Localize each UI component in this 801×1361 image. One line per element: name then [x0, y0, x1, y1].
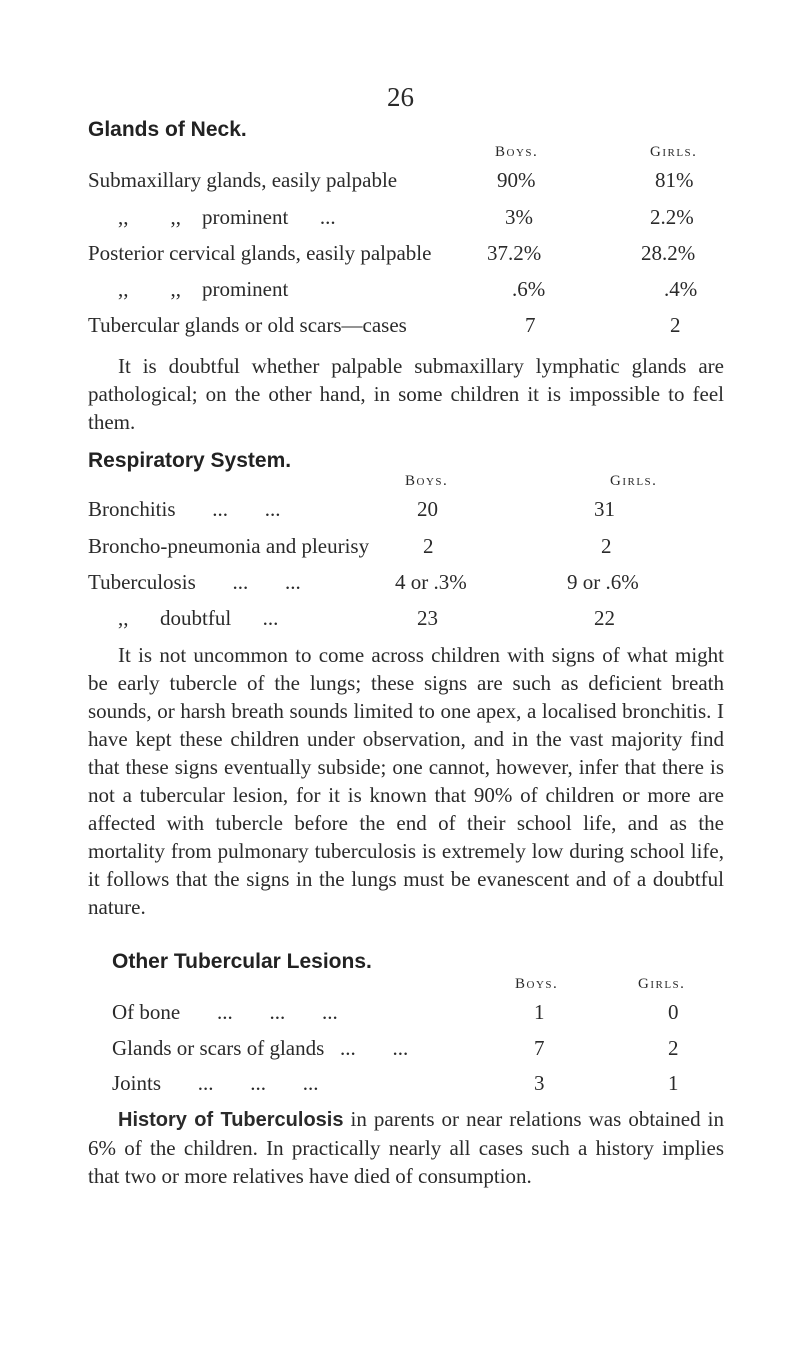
row-boys: 7 [534, 1036, 545, 1060]
row-boys: 4 or .3% [395, 570, 467, 594]
row-girls: .4% [664, 277, 698, 301]
row-girls: 28.2% [641, 241, 696, 265]
paragraph-lymphatic [88, 352, 724, 436]
paragraph-history [88, 1105, 724, 1190]
paragraph-tubercle [88, 641, 724, 921]
glands-heading: Glands of Neck. [88, 118, 247, 141]
row-label: ,, doubtful ... [118, 606, 279, 630]
row-girls: 2 [668, 1036, 679, 1060]
row-label: Submaxillary glands, easily palpable [88, 168, 398, 192]
row-boys: .6% [512, 277, 546, 301]
row-girls: 0 [668, 1000, 679, 1024]
row-boys: 37.2% [487, 241, 542, 265]
row-label: Broncho-pneumonia and pleurisy [88, 534, 370, 558]
row-boys: 3% [505, 205, 533, 229]
row-label: Of bone ... ... ... [112, 1000, 338, 1024]
other-heading: Other Tubercular Lesions. [112, 950, 372, 973]
glands-col-boys: Boys. [495, 144, 539, 160]
paragraph-text: It is not uncommon to come across children with signs of what might be early tubercle of the lungs; these signs are such as deficient breath sounds, or harsh breath sounds limited to one apex, a localised bronchitis. I have kept these children under observation, and in the vast majority find that these signs eventually subside; one cannot, however, infer that there is not a tubercular lesion, for it is known that 90% of children or more are affected with tubercle before the end of their school life, and as the mortality from pulmonary tuberculosis is extremely low during school life, it follows that the signs in the lungs must be evanescent and of a doubtful nature. [88, 643, 724, 919]
row-label: ,, ,, prominent [118, 277, 289, 301]
row-girls: 2 [601, 534, 612, 558]
row-boys: 3 [534, 1071, 545, 1095]
row-girls: 81% [655, 168, 694, 192]
row-boys: 90% [497, 168, 536, 192]
respiratory-heading: Respiratory System. [88, 449, 292, 472]
glands-col-girls: Girls. [650, 144, 698, 160]
row-girls: 22 [594, 606, 615, 630]
other-col-boys: Boys. [515, 976, 559, 992]
other-col-girls: Girls. [638, 976, 686, 992]
row-girls: 1 [668, 1071, 679, 1095]
respiratory-col-girls: Girls. [610, 473, 658, 489]
row-girls: 9 or .6% [567, 570, 639, 594]
row-girls: 2 [670, 313, 681, 337]
row-label: Joints ... ... ... [112, 1071, 319, 1095]
page-number: 26 [387, 82, 414, 112]
row-girls: 31 [594, 497, 615, 521]
row-label: Tuberculosis ... ... [88, 570, 301, 594]
paragraph-text: It is doubtful whether palpable submaxillary lymphatic glands are pathological; on the other hand, in some children it is impossible to feel them. [88, 354, 724, 434]
row-label: Glands or scars of glands ... ... [112, 1036, 409, 1060]
row-boys: 1 [534, 1000, 545, 1024]
row-boys: 20 [417, 497, 438, 521]
respiratory-col-boys: Boys. [405, 473, 449, 489]
history-text: in parents or near relations was obtained in 6% of the children. In practically nearly all cases such a history implies that two or more relatives have died of consumption. [88, 1107, 724, 1188]
history-lead: History of Tuberculosis [118, 1109, 344, 1131]
row-boys: 7 [525, 313, 536, 337]
row-label: Tubercular glands or old scars—cases [88, 313, 407, 337]
row-label: ,, ,, prominent ... [118, 205, 336, 229]
paragraph-text [88, 1105, 724, 1190]
row-label: Posterior cervical glands, easily palpable [88, 241, 432, 265]
row-girls: 2.2% [650, 205, 694, 229]
row-label: Bronchitis ... ... [88, 497, 281, 521]
row-boys: 23 [417, 606, 438, 630]
row-boys: 2 [423, 534, 434, 558]
